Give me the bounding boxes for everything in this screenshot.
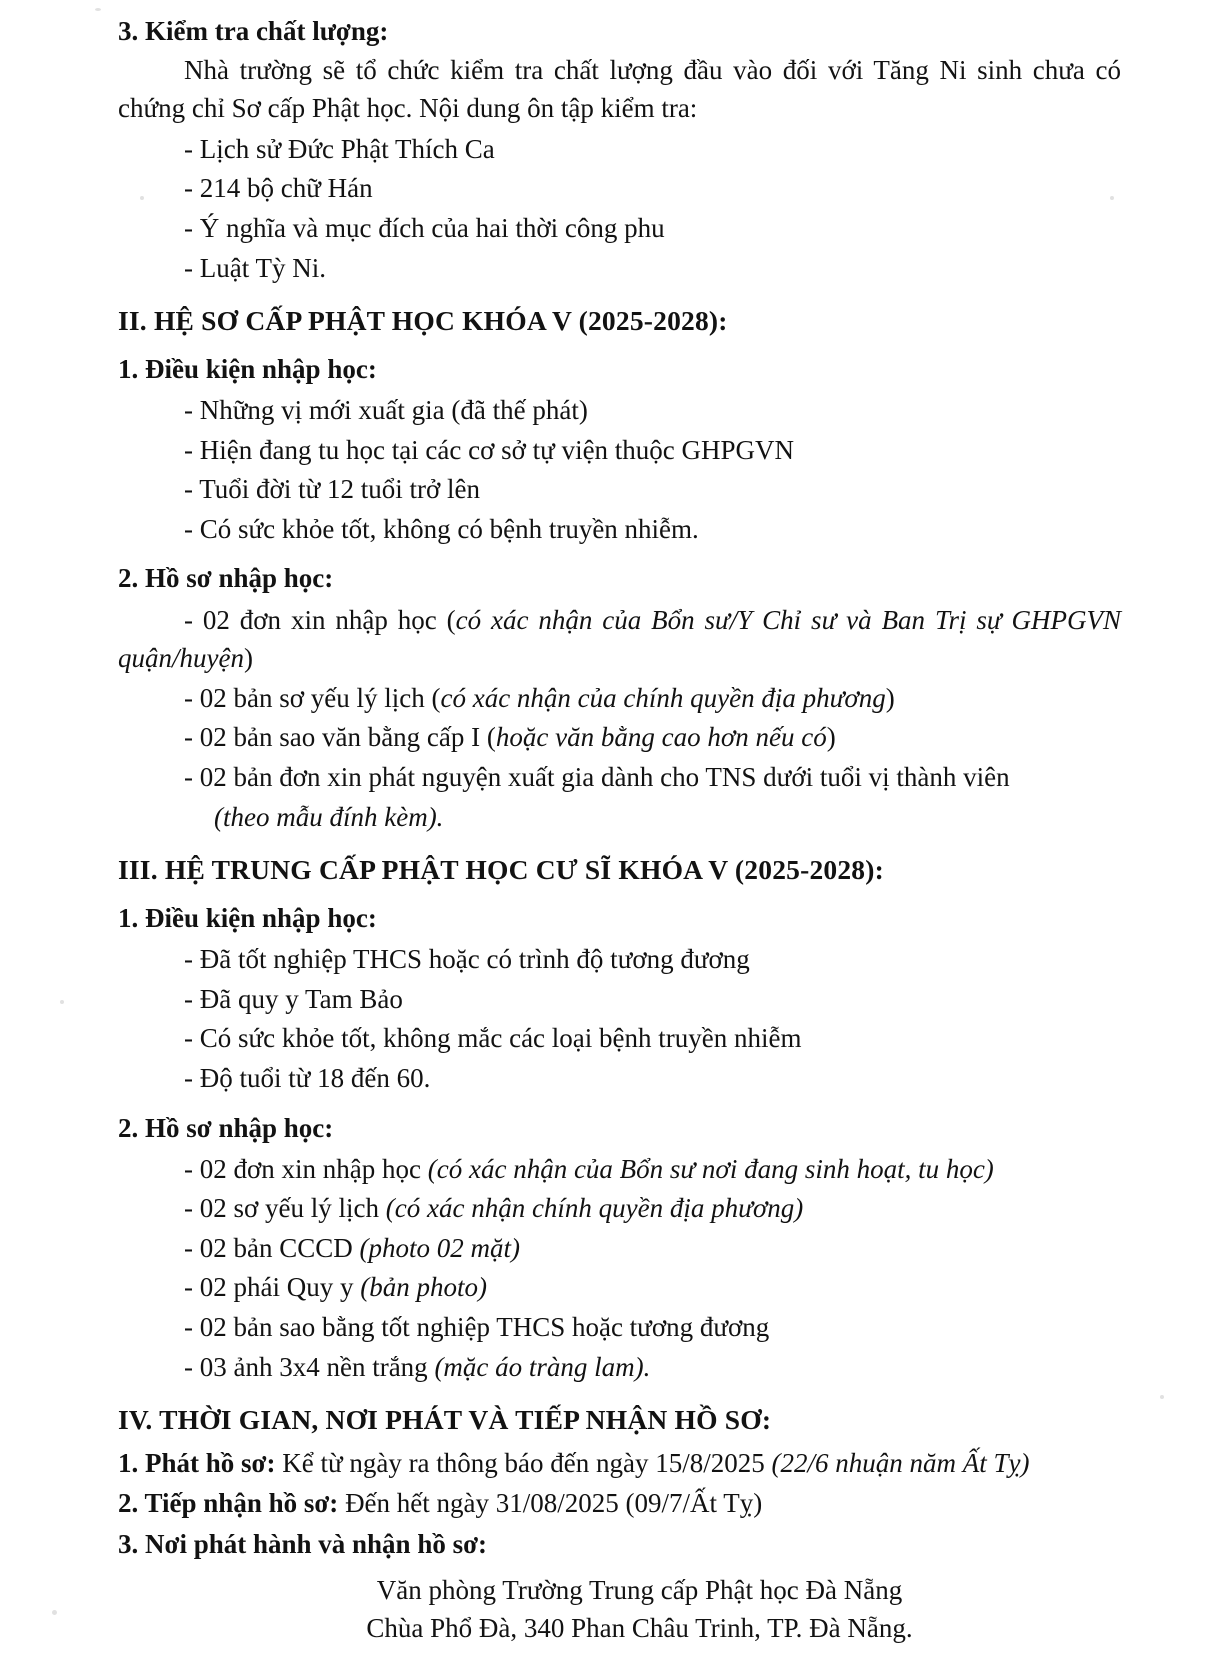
list-item-text: - 03 ảnh 3x4 nền trắng <box>184 1351 435 1382</box>
list-item-text: - 02 bản đơn xin phát nguyện xuất gia dành cho TNS dưới tuổi vị thành viên <box>184 762 1010 792</box>
value-receive-period: Đến hết ngày 31/08/2025 (09/7/Ất Tỵ) <box>338 1488 763 1519</box>
paper-speck <box>95 8 101 11</box>
list-item: - Lịch sử Đức Phật Thích Ca <box>184 133 495 164</box>
list-item <box>118 1348 1121 1387</box>
list-item: - 214 bộ chữ Hán <box>184 173 373 204</box>
list-item: - Ý nghĩa và mục đích của hai thời công phu <box>184 212 665 243</box>
heading-ii-admission-conditions: 1. Điều kiện nhập học: <box>118 353 377 384</box>
list-item: - Những vị mới xuất gia (đã thế phát) <box>184 395 588 426</box>
list-item <box>118 718 1121 757</box>
value-issue-period: Kể từ ngày ra thông báo đến ngày 15/8/2025 <box>275 1448 772 1478</box>
list-item-text: - 02 đơn xin nhập học ( <box>184 604 456 635</box>
paragraph-quality-check: Nhà trường sẽ tổ chức kiểm tra chất lượng đầu vào đối với Tăng Ni sinh chưa có chứng chỉ Sơ cấp Phật học. Nội dung ôn tập kiểm tra: <box>118 55 1121 124</box>
heading-section-iv: IV. THỜI GIAN, NƠI PHÁT VÀ TIẾP NHẬN HỒ SƠ: <box>118 1404 772 1436</box>
list-item <box>118 1150 1121 1189</box>
list-item-note: (có xác nhận của Bổn sư nơi đang sinh hoạt, tu học) <box>427 1153 994 1184</box>
heading-section-iii: III. HỆ TRUNG CẤP PHẬT HỌC CƯ SĨ KHÓA V (2025-2028): <box>118 854 884 886</box>
list-item <box>118 1268 1121 1307</box>
list-item-note: có xác nhận của Bổn sư/Y Chỉ sư và Ban Trị sự GHPGVN quận/huyện <box>118 604 1121 674</box>
paper-speck <box>1110 196 1114 200</box>
list-item: - Đã quy y Tam Bảo <box>184 983 403 1014</box>
list-item-text-tail: ) <box>243 643 253 674</box>
label-receive-period: 2. Tiếp nhận hồ sơ: <box>118 1488 339 1519</box>
list-item-note: (theo mẫu đính kèm). <box>214 801 444 832</box>
paper-speck <box>60 1000 64 1004</box>
list-item-text: - 02 phái Quy y <box>184 1272 361 1303</box>
list-item <box>118 1308 1121 1347</box>
list-item-note: hoặc văn bằng cao hơn nếu có <box>495 722 827 753</box>
list-item <box>118 758 1121 797</box>
list-item <box>118 1229 1121 1268</box>
list-item-text: - 02 đơn xin nhập học <box>184 1153 428 1184</box>
label-issue-place: 3. Nơi phát hành và nhận hồ sơ: <box>118 1528 488 1559</box>
paper-speck <box>52 1610 57 1615</box>
list-item-text: - 02 bản CCCD <box>184 1232 360 1263</box>
paper-speck <box>140 196 144 200</box>
list-item-text-tail: ) <box>826 722 836 753</box>
list-item <box>118 1189 1121 1228</box>
list-item: - Hiện đang tu học tại các cơ sở tự viện thuộc GHPGVN <box>184 434 795 465</box>
list-item-continuation <box>118 798 1121 837</box>
list-item: - Tuổi đời từ 12 tuổi trở lên <box>184 474 480 505</box>
heading-iii-admission-conditions: 1. Điều kiện nhập học: <box>118 902 377 933</box>
list-item-note: (photo 02 mặt) <box>359 1232 520 1263</box>
label-issue-period: 1. Phát hồ sơ: <box>118 1448 276 1478</box>
heading-section-ii: II. HỆ SƠ CẤP PHẬT HỌC KHÓA V (2025-2028): <box>118 305 728 337</box>
note-issue-period: (22/6 nhuận năm Ất Tỵ) <box>771 1448 1030 1478</box>
line-receive-period <box>118 1484 1121 1522</box>
list-item <box>118 601 1121 678</box>
list-item-note: (có xác nhận chính quyền địa phương) <box>385 1193 804 1224</box>
address-line-2: Chùa Phổ Đà, 340 Phan Châu Trinh, TP. Đà Nẵng. <box>366 1613 913 1644</box>
line-issue-period <box>118 1444 1121 1482</box>
list-item-text-tail: ) <box>885 682 895 713</box>
list-item: - Độ tuổi từ 18 đến 60. <box>184 1062 431 1093</box>
list-item <box>118 679 1121 718</box>
paper-speck <box>1160 1395 1164 1399</box>
list-item-text: - 02 sơ yếu lý lịch <box>184 1193 386 1224</box>
list-item: - Luật Tỳ Ni. <box>184 252 326 283</box>
list-item-note: có xác nhận của chính quyền địa phương <box>440 682 886 713</box>
list-item: - Đã tốt nghiệp THCS hoặc có trình độ tương đương <box>184 944 750 975</box>
list-item-text: - 02 bản sơ yếu lý lịch ( <box>184 682 441 713</box>
list-item-note: (bản photo) <box>360 1272 487 1303</box>
heading-quality-check: 3. Kiểm tra chất lượng: <box>118 16 389 46</box>
address-line-1: Văn phòng Trường Trung cấp Phật học Đà Nẵng <box>376 1574 903 1605</box>
list-item-text: - 02 bản sao bằng tốt nghiệp THCS hoặc tương đương <box>184 1312 770 1343</box>
list-item: - Có sức khỏe tốt, không mắc các loại bệnh truyền nhiễm <box>184 1023 802 1054</box>
list-item-note: (mặc áo tràng lam). <box>434 1351 651 1382</box>
line-issue-place <box>118 1525 1121 1563</box>
list-item: - Có sức khỏe tốt, không có bệnh truyền nhiễm. <box>184 513 699 544</box>
heading-ii-application-file: 2. Hồ sơ nhập học: <box>118 563 334 594</box>
heading-iii-application-file: 2. Hồ sơ nhập học: <box>118 1112 334 1143</box>
list-item-text: - 02 bản sao văn bằng cấp I ( <box>184 722 496 753</box>
